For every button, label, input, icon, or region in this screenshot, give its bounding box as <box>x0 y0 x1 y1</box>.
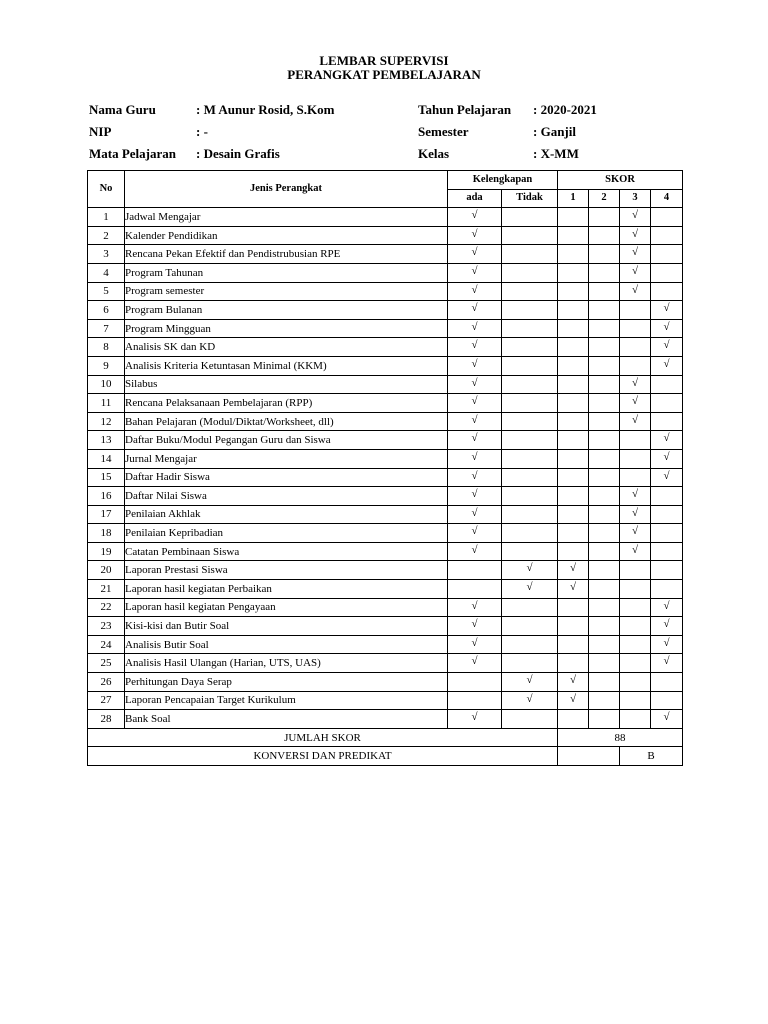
table-row <box>88 691 683 710</box>
row-number: 18 <box>88 524 125 543</box>
table-row <box>88 394 683 413</box>
row-skor-4-cell: √ <box>651 356 683 375</box>
row-skor-4-cell: √ <box>651 468 683 487</box>
row-ada-cell: √ <box>448 319 502 338</box>
row-skor-3-cell <box>620 617 651 636</box>
row-number: 28 <box>88 710 125 729</box>
row-number: 24 <box>88 635 125 654</box>
row-skor-2-cell <box>589 356 620 375</box>
table-row <box>88 375 683 394</box>
nip-label: NIP <box>89 124 112 139</box>
row-jenis-perangkat: Daftar Buku/Modul Pegangan Guru dan Siswa <box>125 431 448 450</box>
nama-guru-value: : M Aunur Rosid, S.Kom <box>196 102 335 117</box>
semester-label: Semester <box>418 124 469 139</box>
predikat-value: B <box>620 747 683 766</box>
row-number: 14 <box>88 449 125 468</box>
row-skor-3-cell: √ <box>620 487 651 506</box>
row-jenis-perangkat: Daftar Nilai Siswa <box>125 487 448 506</box>
row-tidak-cell <box>502 710 558 729</box>
row-skor-3-cell <box>620 449 651 468</box>
row-ada-cell: √ <box>448 412 502 431</box>
row-jenis-perangkat: Penilaian Akhlak <box>125 505 448 524</box>
row-jenis-perangkat: Laporan hasil kegiatan Pengayaan <box>125 598 448 617</box>
row-ada-cell: √ <box>448 710 502 729</box>
row-skor-2-cell <box>589 226 620 245</box>
row-ada-cell: √ <box>448 245 502 264</box>
row-jenis-perangkat: Analisis Butir Soal <box>125 635 448 654</box>
row-ada-cell: √ <box>448 635 502 654</box>
row-skor-1-cell <box>558 263 589 282</box>
row-skor-2-cell <box>589 524 620 543</box>
row-skor-1-cell <box>558 282 589 301</box>
row-jenis-perangkat: Analisis Hasil Ulangan (Harian, UTS, UAS) <box>125 654 448 673</box>
row-number: 13 <box>88 431 125 450</box>
row-jenis-perangkat: Rencana Pekan Efektif dan Pendistrubusian RPE <box>125 245 448 264</box>
row-ada-cell: √ <box>448 394 502 413</box>
row-skor-2-cell <box>589 449 620 468</box>
row-number: 11 <box>88 394 125 413</box>
row-ada-cell: √ <box>448 468 502 487</box>
konversi-label: KONVERSI DAN PREDIKAT <box>88 747 558 766</box>
row-tidak-cell <box>502 598 558 617</box>
row-skor-3-cell <box>620 301 651 320</box>
row-number: 7 <box>88 319 125 338</box>
row-skor-2-cell <box>589 245 620 264</box>
row-number: 19 <box>88 542 125 561</box>
row-skor-1-cell <box>558 449 589 468</box>
row-jenis-perangkat: Catatan Pembinaan Siswa <box>125 542 448 561</box>
mapel-value: : Desain Grafis <box>196 146 280 161</box>
table-row <box>88 208 683 227</box>
row-ada-cell: √ <box>448 431 502 450</box>
row-skor-4-cell <box>651 580 683 599</box>
row-skor-1-cell <box>558 710 589 729</box>
row-skor-1-cell <box>558 356 589 375</box>
row-skor-4-cell: √ <box>651 319 683 338</box>
row-tidak-cell <box>502 617 558 636</box>
kelas-value: : X-MM <box>533 146 579 161</box>
row-number: 26 <box>88 673 125 692</box>
row-skor-3-cell: √ <box>620 282 651 301</box>
row-ada-cell: √ <box>448 226 502 245</box>
row-tidak-cell <box>502 487 558 506</box>
row-jenis-perangkat: Perhitungan Daya Serap <box>125 673 448 692</box>
konversi-value <box>558 747 620 766</box>
row-skor-4-cell: √ <box>651 301 683 320</box>
row-skor-4-cell <box>651 691 683 710</box>
row-ada-cell: √ <box>448 487 502 506</box>
semester-value: : Ganjil <box>533 124 576 139</box>
row-skor-2-cell <box>589 691 620 710</box>
row-jenis-perangkat: Bahan Pelajaran (Modul/Diktat/Worksheet, dll) <box>125 412 448 431</box>
row-number: 15 <box>88 468 125 487</box>
row-skor-4-cell <box>651 561 683 580</box>
row-number: 27 <box>88 691 125 710</box>
row-tidak-cell: √ <box>502 561 558 580</box>
row-skor-2-cell <box>589 710 620 729</box>
row-skor-3-cell: √ <box>620 263 651 282</box>
row-skor-3-cell <box>620 580 651 599</box>
row-number: 21 <box>88 580 125 599</box>
table-row <box>88 487 683 506</box>
document-title: LEMBAR SUPERVISI <box>319 53 449 68</box>
row-skor-1-cell <box>558 542 589 561</box>
row-ada-cell: √ <box>448 263 502 282</box>
row-skor-2-cell <box>589 375 620 394</box>
row-tidak-cell <box>502 635 558 654</box>
row-skor-2-cell <box>589 394 620 413</box>
row-tidak-cell <box>502 282 558 301</box>
row-skor-3-cell <box>620 561 651 580</box>
row-skor-1-cell <box>558 505 589 524</box>
row-skor-4-cell: √ <box>651 710 683 729</box>
row-tidak-cell: √ <box>502 673 558 692</box>
header-tidak: Tidak <box>502 189 558 208</box>
row-skor-1-cell <box>558 487 589 506</box>
row-ada-cell: √ <box>448 375 502 394</box>
table-row <box>88 617 683 636</box>
row-number: 1 <box>88 208 125 227</box>
row-number: 6 <box>88 301 125 320</box>
row-skor-3-cell <box>620 673 651 692</box>
table-row <box>88 338 683 357</box>
row-skor-3-cell <box>620 710 651 729</box>
row-skor-1-cell <box>558 375 589 394</box>
row-ada-cell: √ <box>448 301 502 320</box>
row-skor-1-cell <box>558 319 589 338</box>
row-skor-2-cell <box>589 468 620 487</box>
row-skor-1-cell <box>558 431 589 450</box>
row-skor-1-cell <box>558 524 589 543</box>
header-skor-4: 4 <box>651 189 683 208</box>
row-skor-4-cell <box>651 226 683 245</box>
row-skor-1-cell <box>558 226 589 245</box>
row-skor-3-cell: √ <box>620 412 651 431</box>
row-skor-3-cell: √ <box>620 542 651 561</box>
row-number: 9 <box>88 356 125 375</box>
mapel-label: Mata Pelajaran <box>89 146 177 161</box>
row-skor-1-cell: √ <box>558 691 589 710</box>
row-skor-2-cell <box>589 319 620 338</box>
row-ada-cell: √ <box>448 598 502 617</box>
row-skor-3-cell: √ <box>620 226 651 245</box>
nip-value: : - <box>196 124 208 139</box>
row-skor-4-cell <box>651 394 683 413</box>
row-skor-2-cell <box>589 505 620 524</box>
row-jenis-perangkat: Daftar Hadir Siswa <box>125 468 448 487</box>
row-tidak-cell <box>502 208 558 227</box>
row-skor-2-cell <box>589 412 620 431</box>
row-skor-2-cell <box>589 431 620 450</box>
row-skor-1-cell <box>558 338 589 357</box>
row-skor-1-cell <box>558 394 589 413</box>
row-skor-1-cell <box>558 635 589 654</box>
row-ada-cell: √ <box>448 282 502 301</box>
row-skor-1-cell <box>558 617 589 636</box>
row-skor-4-cell <box>651 208 683 227</box>
row-ada-cell <box>448 673 502 692</box>
row-jenis-perangkat: Program Tahunan <box>125 263 448 282</box>
header-ada: ada <box>448 189 502 208</box>
row-tidak-cell <box>502 375 558 394</box>
row-number: 12 <box>88 412 125 431</box>
row-number: 17 <box>88 505 125 524</box>
row-skor-2-cell <box>589 598 620 617</box>
tahun-value: : 2020-2021 <box>533 102 597 117</box>
row-skor-2-cell <box>589 263 620 282</box>
row-number: 23 <box>88 617 125 636</box>
row-skor-3-cell <box>620 468 651 487</box>
row-skor-1-cell: √ <box>558 561 589 580</box>
row-tidak-cell <box>502 431 558 450</box>
row-tidak-cell <box>502 356 558 375</box>
row-tidak-cell <box>502 319 558 338</box>
row-ada-cell: √ <box>448 654 502 673</box>
table-row <box>88 412 683 431</box>
row-jenis-perangkat: Kisi-kisi dan Butir Soal <box>125 617 448 636</box>
row-skor-4-cell <box>651 375 683 394</box>
row-skor-3-cell: √ <box>620 505 651 524</box>
row-tidak-cell <box>502 301 558 320</box>
row-skor-1-cell <box>558 468 589 487</box>
table-row <box>88 226 683 245</box>
row-skor-2-cell <box>589 282 620 301</box>
row-skor-4-cell <box>651 542 683 561</box>
row-ada-cell <box>448 561 502 580</box>
row-tidak-cell <box>502 505 558 524</box>
row-jenis-perangkat: Kalender Pendidikan <box>125 226 448 245</box>
row-ada-cell: √ <box>448 356 502 375</box>
table-row <box>88 282 683 301</box>
row-skor-4-cell: √ <box>651 635 683 654</box>
kelas-label: Kelas <box>418 146 450 161</box>
table-row <box>88 301 683 320</box>
row-tidak-cell: √ <box>502 691 558 710</box>
row-jenis-perangkat: Bank Soal <box>125 710 448 729</box>
table-row <box>88 542 683 561</box>
row-ada-cell <box>448 580 502 599</box>
row-number: 22 <box>88 598 125 617</box>
table-body <box>88 208 683 729</box>
row-skor-1-cell <box>558 245 589 264</box>
row-number: 25 <box>88 654 125 673</box>
table-row <box>88 524 683 543</box>
nama-guru-label: Nama Guru <box>89 102 156 117</box>
table-row <box>88 654 683 673</box>
table-row <box>88 468 683 487</box>
table-row <box>88 449 683 468</box>
row-skor-4-cell <box>651 412 683 431</box>
row-jenis-perangkat: Jurnal Mengajar <box>125 449 448 468</box>
row-skor-3-cell <box>620 338 651 357</box>
table-row <box>88 580 683 599</box>
row-number: 3 <box>88 245 125 264</box>
row-skor-3-cell <box>620 356 651 375</box>
row-skor-1-cell <box>558 598 589 617</box>
jumlah-skor-value: 88 <box>558 728 683 747</box>
row-jenis-perangkat: Silabus <box>125 375 448 394</box>
row-number: 2 <box>88 226 125 245</box>
table-row <box>88 673 683 692</box>
row-tidak-cell <box>502 449 558 468</box>
row-skor-3-cell <box>620 598 651 617</box>
row-skor-4-cell: √ <box>651 431 683 450</box>
row-jenis-perangkat: Program Bulanan <box>125 301 448 320</box>
row-tidak-cell <box>502 394 558 413</box>
row-skor-2-cell <box>589 487 620 506</box>
header-jenis-perangkat: Jenis Perangkat <box>125 171 448 208</box>
row-skor-4-cell: √ <box>651 617 683 636</box>
row-jenis-perangkat: Analisis SK dan KD <box>125 338 448 357</box>
row-skor-2-cell <box>589 580 620 599</box>
table-row <box>88 505 683 524</box>
row-skor-2-cell <box>589 561 620 580</box>
row-jenis-perangkat: Program semester <box>125 282 448 301</box>
row-tidak-cell <box>502 468 558 487</box>
row-skor-3-cell: √ <box>620 524 651 543</box>
row-tidak-cell <box>502 245 558 264</box>
row-jenis-perangkat: Rencana Pelaksanaan Pembelajaran (RPP) <box>125 394 448 413</box>
row-skor-1-cell <box>558 208 589 227</box>
row-ada-cell: √ <box>448 505 502 524</box>
row-skor-3-cell: √ <box>620 208 651 227</box>
header-skor-2: 2 <box>589 189 620 208</box>
row-skor-1-cell: √ <box>558 673 589 692</box>
row-tidak-cell <box>502 226 558 245</box>
table-row <box>88 635 683 654</box>
row-skor-3-cell: √ <box>620 375 651 394</box>
table-row <box>88 245 683 264</box>
row-skor-3-cell <box>620 654 651 673</box>
table-row <box>88 263 683 282</box>
row-tidak-cell <box>502 263 558 282</box>
row-skor-4-cell <box>651 524 683 543</box>
row-number: 16 <box>88 487 125 506</box>
row-skor-1-cell <box>558 412 589 431</box>
row-skor-4-cell <box>651 282 683 301</box>
row-jenis-perangkat: Jadwal Mengajar <box>125 208 448 227</box>
header-skor-1: 1 <box>558 189 589 208</box>
row-ada-cell: √ <box>448 338 502 357</box>
row-number: 5 <box>88 282 125 301</box>
row-skor-4-cell <box>651 505 683 524</box>
row-skor-1-cell <box>558 654 589 673</box>
row-skor-4-cell: √ <box>651 338 683 357</box>
row-jenis-perangkat: Laporan Pencapaian Target Kurikulum <box>125 691 448 710</box>
row-skor-2-cell <box>589 617 620 636</box>
row-skor-2-cell <box>589 338 620 357</box>
row-skor-2-cell <box>589 542 620 561</box>
row-tidak-cell <box>502 654 558 673</box>
row-skor-3-cell <box>620 691 651 710</box>
row-ada-cell: √ <box>448 542 502 561</box>
row-skor-1-cell: √ <box>558 580 589 599</box>
row-skor-4-cell: √ <box>651 598 683 617</box>
row-skor-4-cell <box>651 487 683 506</box>
row-number: 8 <box>88 338 125 357</box>
header-skor-3: 3 <box>620 189 651 208</box>
table-row <box>88 356 683 375</box>
row-skor-2-cell <box>589 635 620 654</box>
header-skor: SKOR <box>558 171 683 190</box>
row-tidak-cell: √ <box>502 580 558 599</box>
table-row <box>88 710 683 729</box>
row-skor-2-cell <box>589 654 620 673</box>
row-ada-cell: √ <box>448 208 502 227</box>
row-skor-4-cell <box>651 673 683 692</box>
document-subtitle: PERANGKAT PEMBELAJARAN <box>287 67 481 82</box>
row-skor-4-cell: √ <box>651 654 683 673</box>
row-ada-cell: √ <box>448 449 502 468</box>
row-skor-1-cell <box>558 301 589 320</box>
row-skor-4-cell: √ <box>651 449 683 468</box>
header-kelengkapan: Kelengkapan <box>448 171 558 190</box>
row-number: 4 <box>88 263 125 282</box>
row-skor-3-cell <box>620 319 651 338</box>
row-tidak-cell <box>502 524 558 543</box>
row-tidak-cell <box>502 338 558 357</box>
row-jenis-perangkat: Laporan hasil kegiatan Perbaikan <box>125 580 448 599</box>
row-skor-3-cell <box>620 635 651 654</box>
row-skor-4-cell <box>651 263 683 282</box>
row-tidak-cell <box>502 412 558 431</box>
row-tidak-cell <box>502 542 558 561</box>
row-skor-2-cell <box>589 673 620 692</box>
row-ada-cell: √ <box>448 524 502 543</box>
row-jenis-perangkat: Analisis Kriteria Ketuntasan Minimal (KKM) <box>125 356 448 375</box>
row-skor-3-cell <box>620 431 651 450</box>
row-jenis-perangkat: Program Mingguan <box>125 319 448 338</box>
row-ada-cell: √ <box>448 617 502 636</box>
jumlah-skor-label: JUMLAH SKOR <box>88 728 558 747</box>
table-row <box>88 319 683 338</box>
row-number: 20 <box>88 561 125 580</box>
tahun-label: Tahun Pelajaran <box>418 102 512 117</box>
row-skor-2-cell <box>589 208 620 227</box>
row-ada-cell <box>448 691 502 710</box>
table-row <box>88 561 683 580</box>
row-skor-3-cell: √ <box>620 245 651 264</box>
row-jenis-perangkat: Laporan Prestasi Siswa <box>125 561 448 580</box>
supervision-table <box>87 170 683 766</box>
table-row <box>88 431 683 450</box>
row-skor-3-cell: √ <box>620 394 651 413</box>
row-jenis-perangkat: Penilaian Kepribadian <box>125 524 448 543</box>
row-number: 10 <box>88 375 125 394</box>
header-no: No <box>88 171 125 208</box>
row-skor-2-cell <box>589 301 620 320</box>
row-skor-4-cell <box>651 245 683 264</box>
table-row <box>88 598 683 617</box>
